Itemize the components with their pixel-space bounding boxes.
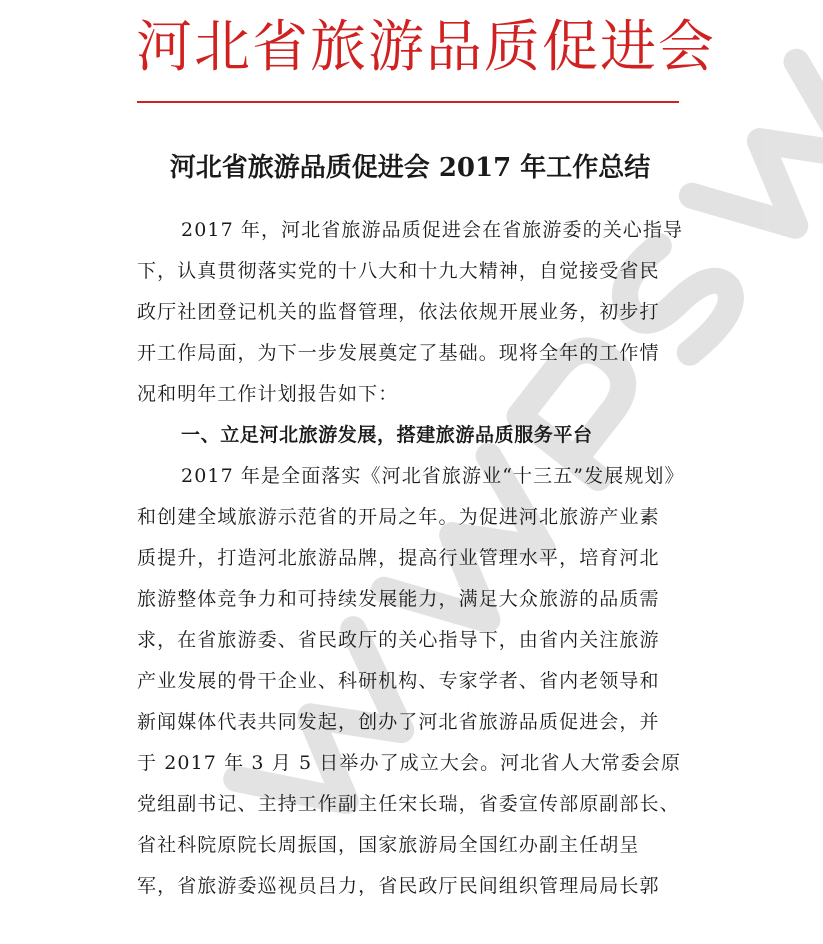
paragraph-line: 下，认真贯彻落实党的十八大和十九大精神，自觉接受省民: [137, 260, 660, 282]
paragraph-line: 2017 年是全面落实《河北省旅游业“十三五”发展规划》: [181, 465, 685, 487]
paragraph-line: 于 2017 年 3 月 5 日举办了成立大会。河北省人大常委会原: [137, 752, 682, 774]
section-heading: 一、立足河北旅游发展，搭建旅游品质服务平台: [181, 424, 593, 446]
document-title: 河北省旅游品质促进会 2017 年工作总结: [169, 153, 651, 183]
document-body: [137, 210, 685, 907]
paragraph-line: 求，在省旅游委、省民政厅的关心指导下，由省内关注旅游: [137, 629, 660, 651]
paragraph-line: 开工作局面，为下一步发展奠定了基础。现将全年的工作情: [137, 342, 660, 364]
letterhead-divider: [137, 101, 679, 103]
paragraph-line: 省社科院原院长周振国，国家旅游局全国红办副主任胡呈: [137, 834, 640, 856]
paragraph-line: 旅游整体竞争力和可持续发展能力，满足大众旅游的品质需: [137, 588, 660, 610]
paragraph-line: 况和明年工作计划报告如下：: [137, 383, 399, 405]
paragraph-line: 政厅社团登记机关的监督管理，依法依规开展业务，初步打: [137, 301, 660, 323]
paragraph-line: 2017 年，河北省旅游品质促进会在省旅游委的关心指导: [181, 219, 684, 241]
paragraph-line: 和创建全域旅游示范省的开局之年。为促进河北旅游产业素: [137, 506, 660, 528]
paragraph-line: 新闻媒体代表共同发起，创办了河北省旅游品质促进会，并: [137, 711, 660, 733]
paragraph-line: 党组副书记、主持工作副主任宋长瑞，省委宣传部原副部长、: [137, 793, 680, 815]
letterhead-org-name: 河北省旅游品质促进会: [136, 15, 716, 80]
paragraph-line: 质提升，打造河北旅游品牌，提高行业管理水平，培育河北: [137, 547, 660, 569]
paragraph-line: 军，省旅游委巡视员吕力，省民政厅民间组织管理局局长郭: [137, 875, 660, 897]
paragraph-line: 产业发展的骨干企业、科研机构、专家学者、省内老领导和: [137, 670, 660, 692]
